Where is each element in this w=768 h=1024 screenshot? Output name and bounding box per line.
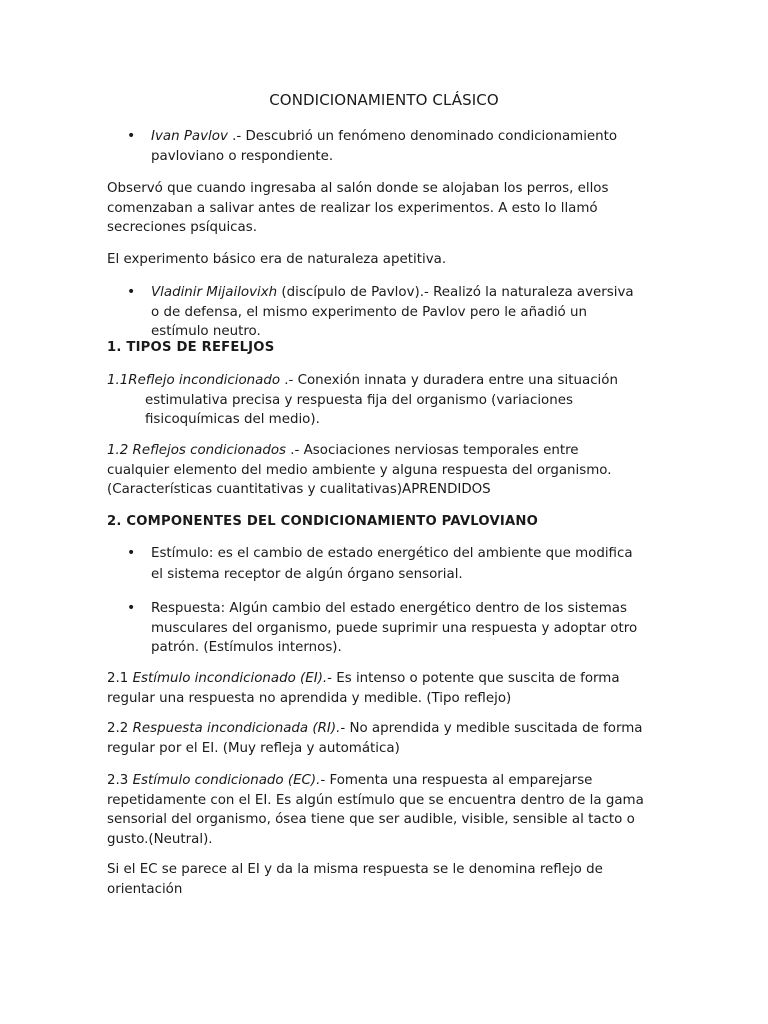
bullet-icon: • [127, 284, 136, 300]
term-label: Respuesta incondicionada (RI). [132, 721, 341, 736]
text-line: fisicoquímicas del medio). [145, 412, 320, 427]
item-number: 2.2 [107, 721, 133, 736]
definition-ei [107, 669, 667, 708]
term-label: Estímulo incondicionado (EI). [132, 671, 328, 686]
text-line: (Características cuantitativas y cualitativas)APRENDIDOS [107, 482, 491, 497]
bullet-icon: • [127, 600, 136, 616]
section-heading-2: 2. COMPONENTES DEL CONDICIONAMIENTO PAVLOVIANO [107, 514, 539, 529]
list-item-pavlov [107, 127, 667, 166]
list-item-mijailovixh [107, 283, 667, 342]
text-line: o de defensa, el mismo experimento de Pavlov pero le añadió un [151, 304, 587, 320]
paragraph-orientacion [107, 860, 667, 899]
text-line: regular una respuesta no aprendida y medible. (Tipo reflejo) [107, 690, 512, 706]
bullet-icon: • [127, 128, 136, 144]
text-line: (discípulo de Pavlov).- Realizó la naturaleza aversiva [277, 285, 634, 300]
text-line: - Es intenso o potente que suscita de forma [327, 671, 620, 686]
text-line: pavloviano o respondiente. [151, 148, 334, 164]
paragraph-observation [107, 179, 667, 238]
text-line: - No aprendida y medible suscitada de forma [340, 721, 643, 736]
text-line: .- Descubrió un fenómeno denominado condicionamiento [227, 129, 618, 144]
definition-reflejo-incondicionado [107, 371, 647, 430]
text-line: Observó que cuando ingresaba al salón donde se alojaban los perros, ellos [107, 181, 609, 196]
text-line: Respuesta: Algún cambio del estado energético dentro de los sistemas [151, 601, 627, 616]
list-item-estimulo [107, 544, 667, 586]
term-label: 1.2 Reflejos condicionados [107, 443, 287, 458]
paragraph-experiment: El experimento básico era de naturaleza apetitiva. [107, 252, 447, 267]
definition-ec [107, 771, 667, 849]
text-line: .- Asociaciones nerviosas temporales entre [286, 443, 579, 458]
list-item-text [151, 544, 667, 586]
text-line: .- Conexión innata y duradera entre una situación [280, 373, 618, 388]
section-heading-1: 1. TIPOS DE REFELJOS [107, 340, 275, 355]
definition-reflejos-condicionados [107, 441, 667, 500]
person-name: Vladinir Mijailovixh [151, 285, 278, 300]
list-item-respuesta [107, 599, 667, 658]
bullet-icon: • [127, 545, 136, 561]
text-line: Estímulo: es el cambio de estado energético del ambiente que modifica [151, 546, 633, 561]
list-item-text [151, 283, 667, 342]
text-line: regular por el EI. (Muy refleja y automática) [107, 740, 400, 756]
definition-ri [107, 719, 667, 758]
text-line: sensorial del organismo, ósea tiene que ser audible, visible, sensible al tacto o [107, 812, 635, 827]
text-line: repetidamente con el EI. Es algún estímulo que se encuentra dentro de la gama [107, 792, 644, 808]
text-line: el sistema receptor de algún órgano sensorial. [151, 566, 463, 582]
text-line: orientación [107, 881, 183, 897]
text-line: Si el EC se parece al EI y da la misma respuesta se le denomina reflejo de [107, 862, 603, 877]
person-name: Ivan Pavlov [151, 129, 228, 144]
list-item-text [151, 127, 667, 166]
text-line: - Fomenta una respuesta al emparejarse [320, 773, 593, 788]
term-label: Estímulo condicionado (EC). [132, 773, 321, 788]
text-line: gusto.(Neutral). [107, 831, 213, 847]
text-line: patrón. (Estímulos internos). [151, 640, 342, 655]
document-title: CONDICIONAMIENTO CLÁSICO [269, 91, 499, 109]
item-number: 2.3 [107, 773, 133, 788]
item-number: 2.1 [107, 671, 133, 686]
term-label: 1.1Reflejo incondicionado [107, 373, 281, 388]
list-item-text [151, 599, 667, 658]
text-line: comenzaban a salivar antes de realizar los experimentos. A esto lo llamó [107, 200, 598, 216]
text-line: secreciones psíquicas. [107, 220, 257, 235]
text-line: estimulativa precisa y respuesta fija del organismo (variaciones [145, 392, 573, 408]
text-line: cualquier elemento del medio ambiente y alguna respuesta del organismo. [107, 462, 612, 478]
text-line: musculares del organismo, puede suprimir una respuesta y adoptar otro [151, 620, 638, 636]
text-line: estímulo neutro. [151, 324, 261, 339]
